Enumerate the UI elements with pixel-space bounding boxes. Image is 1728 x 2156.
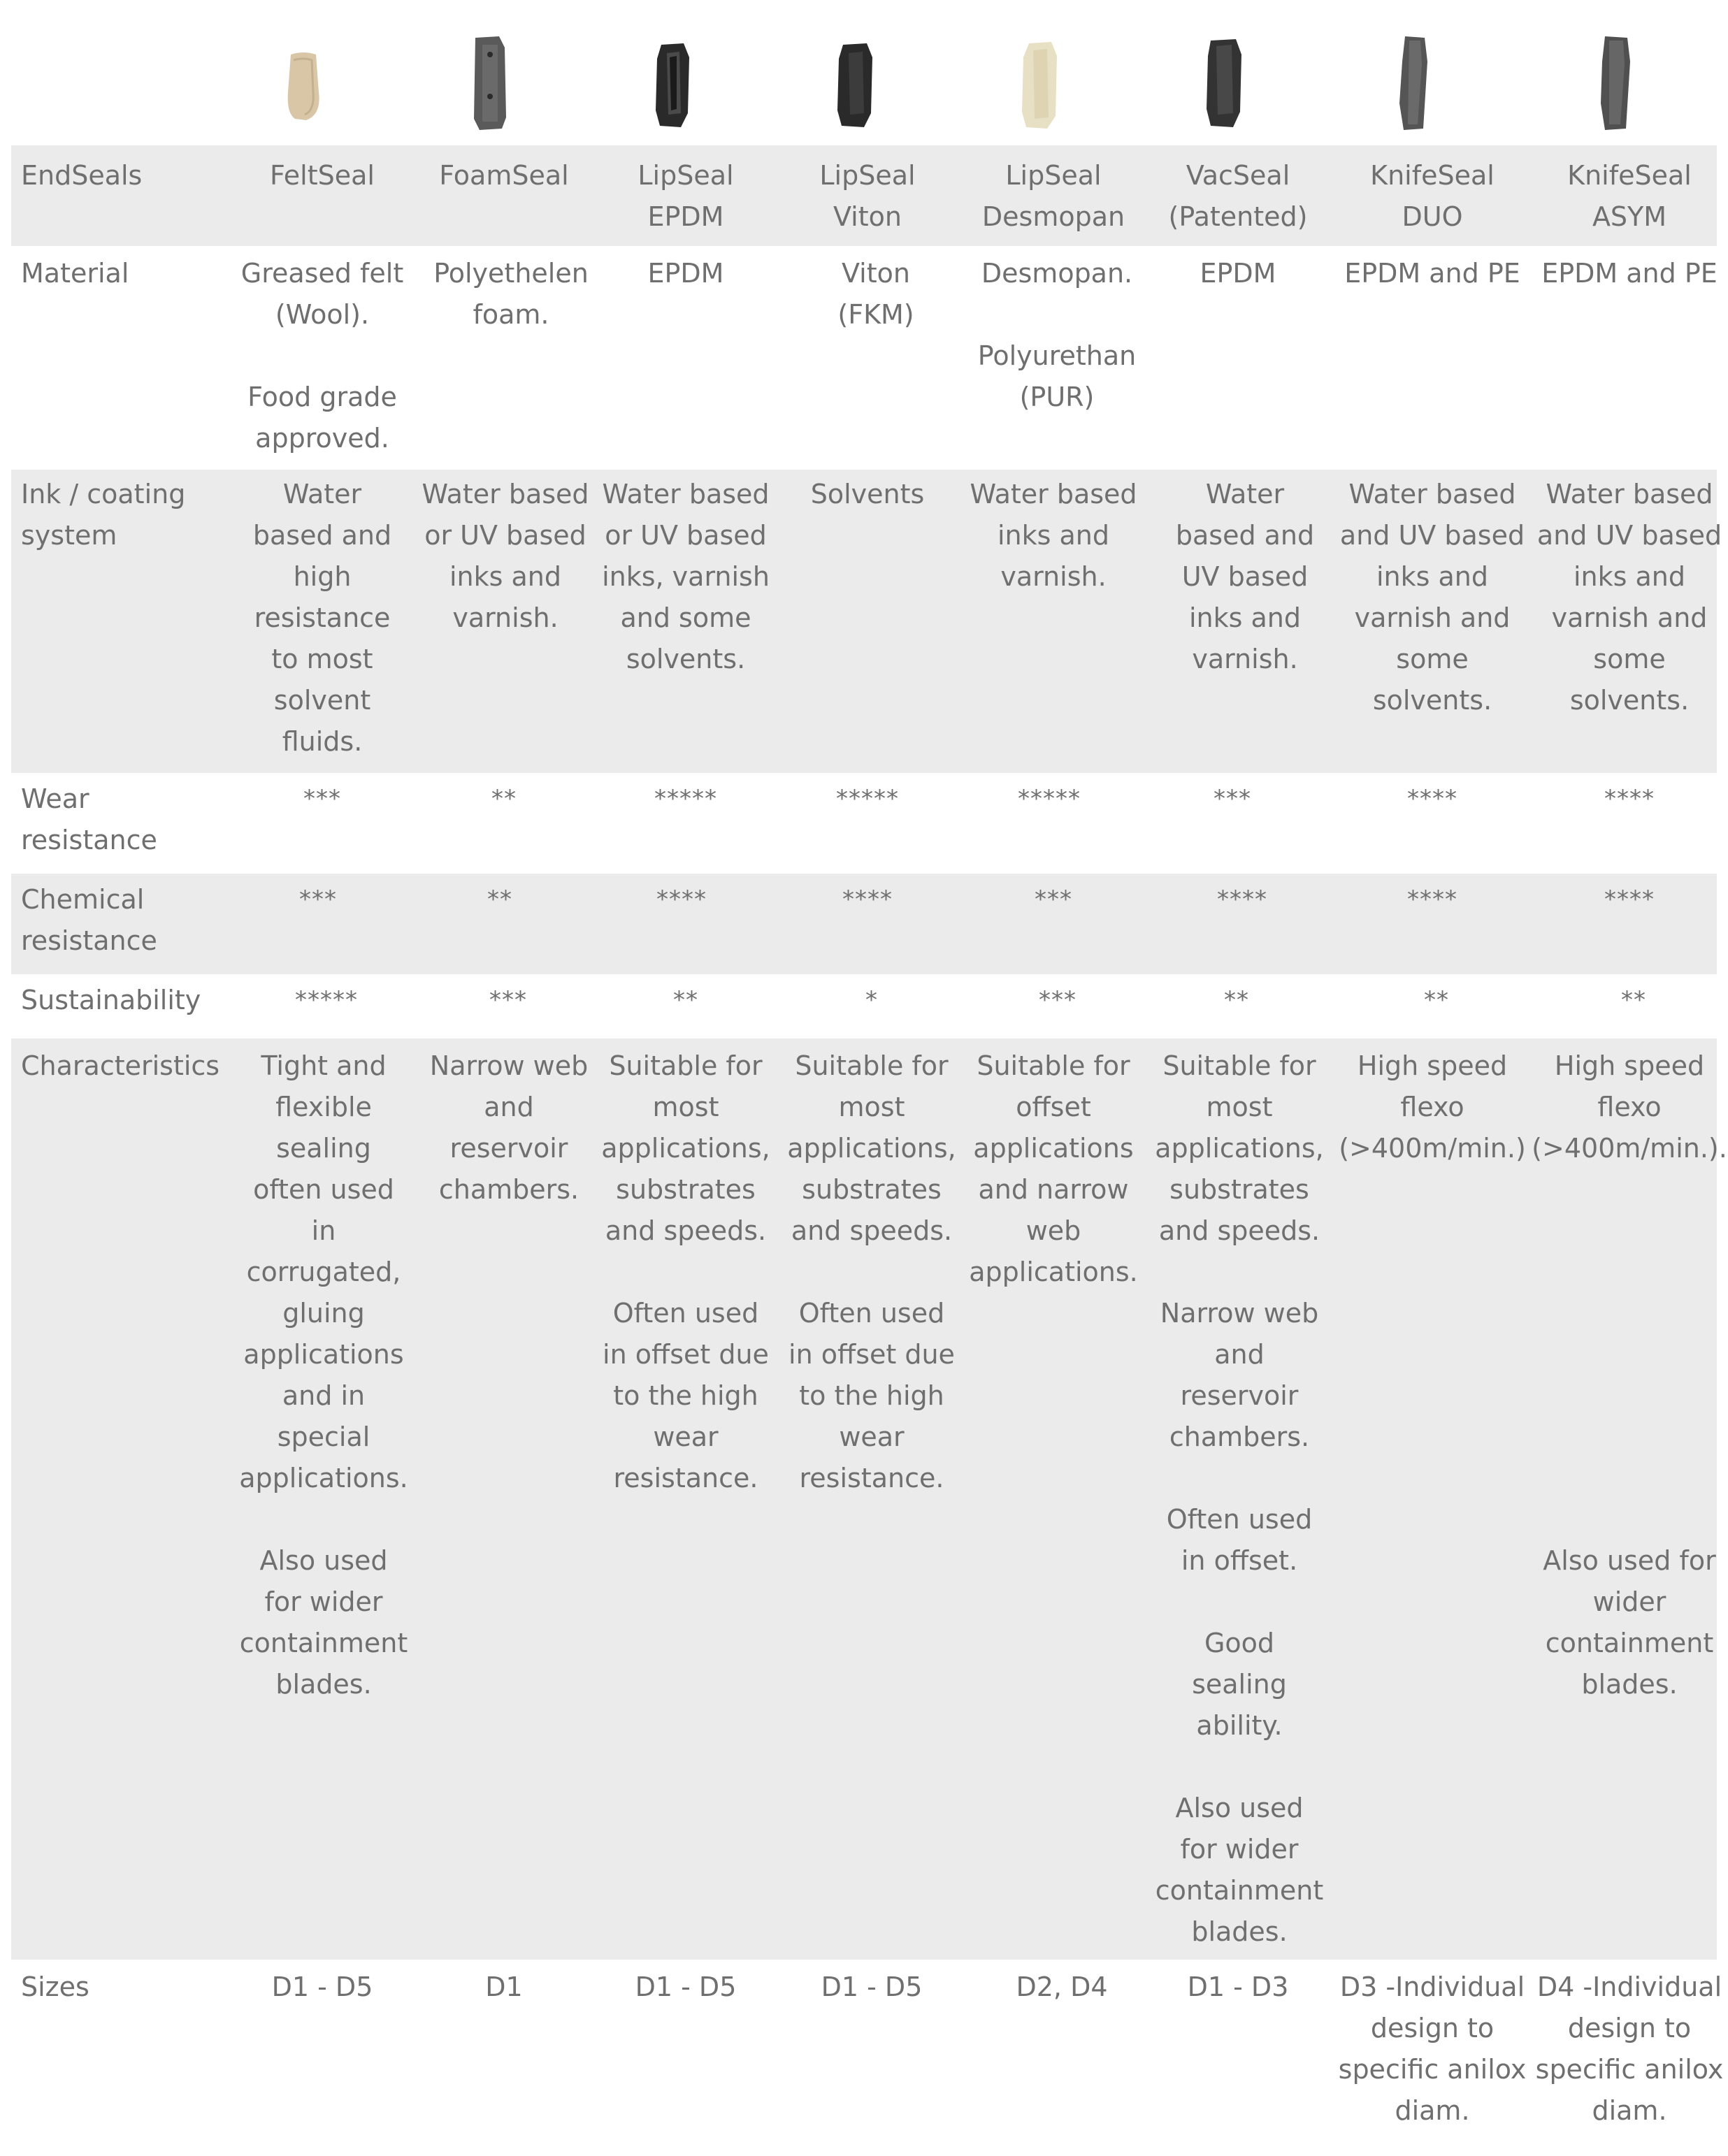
cell-lipseal-viton: Suitable for most applications, substrates and speeds. Often used in offset due to the high wear resistance. (787, 1050, 956, 1493)
cell-lipseal-desmopan: D2, D4 (1016, 1971, 1108, 2002)
cell-vacseal: Suitable for most applications, substrates and speeds. Narrow web and reservoir chambers. Often used in offset. Good sealing ability. Also used for wider containment blades. (1155, 1050, 1324, 1947)
cell-lipseal-epdm: D1 - D5 (635, 1971, 737, 2002)
cell-knifeseal-duo: High speed flexo (>400m/min.) (1339, 1050, 1526, 1164)
cell-vacseal: *** (1214, 785, 1251, 813)
lipseal-desmopan-image (1016, 39, 1063, 131)
cell-knifeseal-duo: Water based and UV based inks and varnish and some solvents. (1339, 479, 1525, 716)
cell-foamseal: ** (487, 885, 512, 913)
cell-foamseal: Water based or UV based inks and varnish. (422, 479, 589, 633)
vacseal-image (1202, 36, 1247, 130)
cell-foamseal: Narrow web and reservoir chambers. (429, 1050, 589, 1205)
product-images-row (0, 0, 1728, 147)
cell-lipseal-viton: ***** (836, 785, 899, 813)
cell-lipseal-epdm: ** (673, 986, 698, 1014)
row-characteristics (11, 1039, 1727, 1960)
header-feltseal: FeltSeal (270, 160, 375, 191)
row-label: Sustainability (21, 985, 201, 1015)
cell-knifeseal-asym: High speed flexo (>400m/min.). Also used for wider containment blades. (1532, 1050, 1727, 1700)
cell-knifeseal-asym: ** (1621, 986, 1646, 1014)
cell-knifeseal-duo: **** (1407, 885, 1457, 913)
cell-lipseal-epdm: Suitable for most applications, substrates and speeds. Often used in offset due to the high wear resistance. (601, 1050, 770, 1493)
cell-lipseal-desmopan: Suitable for offset applications and narrow web applications. (969, 1050, 1138, 1287)
feltseal-image (281, 50, 326, 123)
cell-lipseal-epdm: ***** (654, 785, 717, 813)
cell-feltseal: D1 - D5 (271, 1971, 373, 2002)
cell-lipseal-desmopan: Water based inks and varnish. (970, 479, 1137, 592)
row-chemical-resistance (11, 874, 1717, 974)
cell-lipseal-desmopan: *** (1035, 885, 1072, 913)
cell-foamseal: ** (491, 785, 517, 813)
header-knifeseal-duo: KnifeSeal DUO (1370, 160, 1495, 232)
header-vacseal: VacSeal (Patented) (1168, 160, 1308, 232)
cell-lipseal-desmopan: Desmopan. Polyurethan (PUR) (977, 258, 1137, 412)
row-ink-coating (11, 470, 1722, 773)
cell-knifeseal-duo: **** (1407, 785, 1457, 813)
cell-lipseal-viton: **** (842, 885, 893, 913)
foamseal-image (468, 34, 512, 131)
cell-lipseal-epdm: Water based or UV based inks, varnish and some solvents. (602, 479, 770, 674)
row-sizes (11, 1960, 1724, 2148)
cell-feltseal: *** (299, 885, 337, 913)
lipseal-viton-image (833, 41, 878, 130)
cell-knifeseal-duo: EPDM and PE (1344, 258, 1520, 289)
header-lipseal-epdm: LipSeal EPDM (638, 160, 734, 232)
cell-vacseal: **** (1217, 885, 1267, 913)
row-sustainability (11, 974, 1717, 1039)
row-wear-resistance (11, 773, 1717, 874)
cell-feltseal: ***** (295, 986, 358, 1014)
header-lipseal-desmopan: LipSeal Desmopan (981, 160, 1125, 232)
header-foamseal: FoamSeal (439, 160, 569, 191)
cell-lipseal-viton: Viton (FKM) (837, 258, 914, 330)
cell-lipseal-epdm: **** (656, 885, 707, 913)
header-lipseal-viton: LipSeal Viton (819, 160, 916, 232)
knifeseal-asym-image (1595, 34, 1634, 131)
cell-knifeseal-asym: **** (1604, 785, 1655, 813)
knifeseal-duo-image (1394, 34, 1433, 131)
row-label: Chemical resistance (21, 884, 157, 956)
header-knifeseal-asym: KnifeSeal ASYM (1567, 160, 1692, 232)
cell-knifeseal-asym: **** (1604, 885, 1655, 913)
cell-knifeseal-asym: Water based and UV based inks and varnish and some solvents. (1536, 479, 1722, 716)
cell-feltseal: Greased felt (Wool). Food grade approved. (240, 258, 404, 454)
cell-foamseal: Polyethelen foam. (433, 258, 589, 330)
header-row (11, 145, 1717, 246)
cell-lipseal-epdm: EPDM (647, 258, 724, 289)
cell-feltseal: Tight and flexible sealing often used in corrugated, gluing applications and in special applications. Also used for wider containment blades. (239, 1050, 408, 1700)
cell-knifeseal-asym: D4 -Individual design to specific anilox diam. (1535, 1971, 1724, 2126)
cell-vacseal: Water based and UV based inks and varnish. (1175, 479, 1315, 674)
cell-vacseal: D1 - D3 (1187, 1971, 1289, 2002)
cell-feltseal: Water based and high resistance to most solvent fluids. (252, 479, 392, 757)
cell-foamseal: D1 (485, 1971, 523, 2002)
cell-lipseal-desmopan: ***** (1018, 785, 1081, 813)
row-label: Wear resistance (21, 783, 157, 855)
header-label: EndSeals (21, 160, 143, 191)
row-label: Ink / coating system (21, 479, 186, 551)
cell-vacseal: ** (1224, 986, 1249, 1014)
row-material (11, 246, 1717, 470)
lipseal-epdm-image (651, 41, 695, 130)
row-label: Sizes (21, 1971, 89, 2002)
cell-foamseal: *** (489, 986, 527, 1014)
cell-lipseal-desmopan: *** (1039, 986, 1077, 1014)
cell-lipseal-viton: Solvents (810, 479, 925, 509)
cell-lipseal-viton: * (865, 986, 878, 1014)
cell-vacseal: EPDM (1200, 258, 1276, 289)
cell-feltseal: *** (303, 785, 341, 813)
cell-knifeseal-duo: ** (1424, 986, 1449, 1014)
cell-knifeseal-asym: EPDM and PE (1541, 258, 1718, 289)
cell-lipseal-viton: D1 - D5 (821, 1971, 923, 2002)
cell-knifeseal-duo: D3 -Individual design to specific anilox diam. (1338, 1971, 1527, 2126)
row-label: Material (21, 258, 129, 289)
row-label: Characteristics (21, 1050, 220, 1081)
